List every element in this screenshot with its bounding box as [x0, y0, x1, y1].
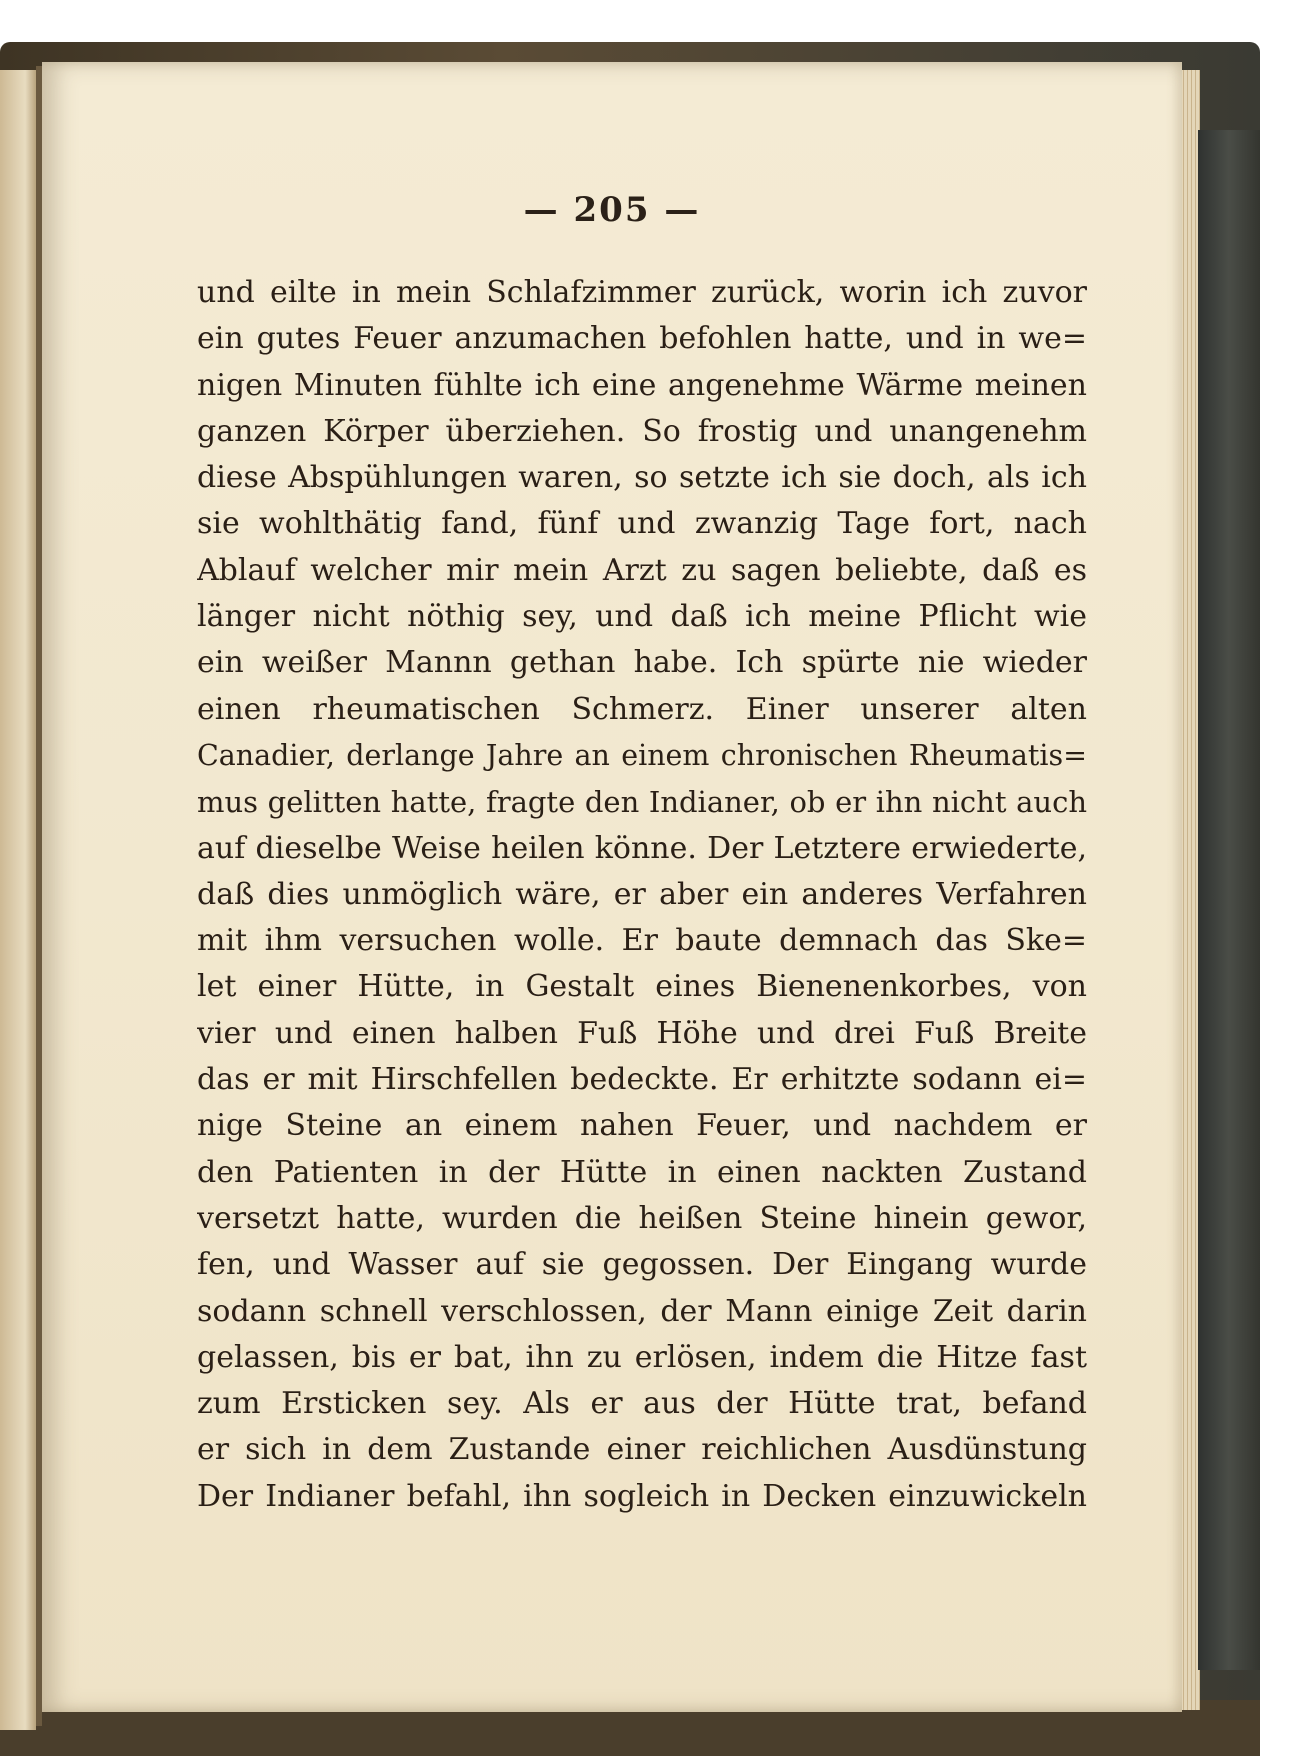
- text-line: ganzen Körper überziehen. So frostig und unangenehm: [197, 413, 1087, 449]
- text-line: mit ihm versuchen wolle. Er baute demnach das Ske=: [197, 923, 1087, 959]
- text-line: Canadier, derlange Jahre an einem chronischen Rheumatis=: [197, 738, 1087, 772]
- body-text: [197, 270, 1087, 1520]
- text-line: sie wohlthätig fand, fünf und zwanzig Tage fort, nach: [197, 506, 1087, 542]
- text-line: einen rheumatischen Schmerz. Einer unserer alten: [197, 691, 1087, 727]
- text-line: auf dieselbe Weise heilen könne. Der Letztere erwiederte,: [197, 830, 1087, 866]
- text-line: versetzt hatte, wurden die heißen Steine hinein gewor,: [197, 1200, 1087, 1236]
- page-number: — 205 —: [523, 190, 701, 230]
- book-page: [42, 62, 1182, 1712]
- text-line: das er mit Hirschfellen bedeckte. Er erhitzte sodann ei=: [197, 1062, 1087, 1098]
- text-line: diese Abspühlungen waren, so setzte ich sie doch, als ich: [197, 460, 1087, 496]
- text-line: vier und einen halben Fuß Höhe und drei Fuß Breite: [197, 1015, 1087, 1051]
- text-line: daß dies unmöglich wäre, er aber ein anderes Verfahren: [197, 876, 1087, 912]
- text-line: nigen Minuten fühlte ich eine angenehme Wärme meinen: [197, 367, 1087, 403]
- text-line: gelassen, bis er bat, ihn zu erlösen, indem die Hitze fast: [197, 1339, 1087, 1375]
- text-line: den Patienten in der Hütte in einen nackten Zustand: [197, 1154, 1087, 1190]
- text-line: und eilte in mein Schlafzimmer zurück, worin ich zuvor: [197, 275, 1087, 310]
- text-line: mus gelitten hatte, fragte den Indianer, ob er ihn nicht auch: [197, 785, 1087, 820]
- text-line: länger nicht nöthig sey, und daß ich meine Pflicht wie: [197, 599, 1087, 635]
- text-line: fen, und Wasser auf sie gegossen. Der Eingang wurde: [197, 1247, 1087, 1283]
- text-line: er sich in dem Zustande einer reichlichen Ausdünstung: [197, 1432, 1087, 1468]
- text-line: let einer Hütte, in Gestalt eines Bienenenkorbes, von: [197, 969, 1087, 1005]
- text-line: nige Steine an einem nahen Feuer, und nachdem er: [197, 1108, 1087, 1144]
- text-line: Der Indianer befahl, ihn sogleich in Decken einzuwickeln: [197, 1478, 1087, 1514]
- text-line: sodann schnell verschlossen, der Mann einige Zeit darin: [197, 1293, 1087, 1329]
- text-line: zum Ersticken sey. Als er aus der Hütte trat, befand: [197, 1386, 1087, 1422]
- text-line: Ablauf welcher mir mein Arzt zu sagen beliebte, daß es: [197, 552, 1087, 588]
- text-line: ein gutes Feuer anzumachen befohlen hatte, und in we=: [197, 321, 1087, 357]
- book-board-right: [1198, 130, 1260, 1670]
- facing-page-edge: [0, 70, 36, 1730]
- text-line: ein weißer Mannn gethan habe. Ich spürte nie wieder: [197, 645, 1087, 681]
